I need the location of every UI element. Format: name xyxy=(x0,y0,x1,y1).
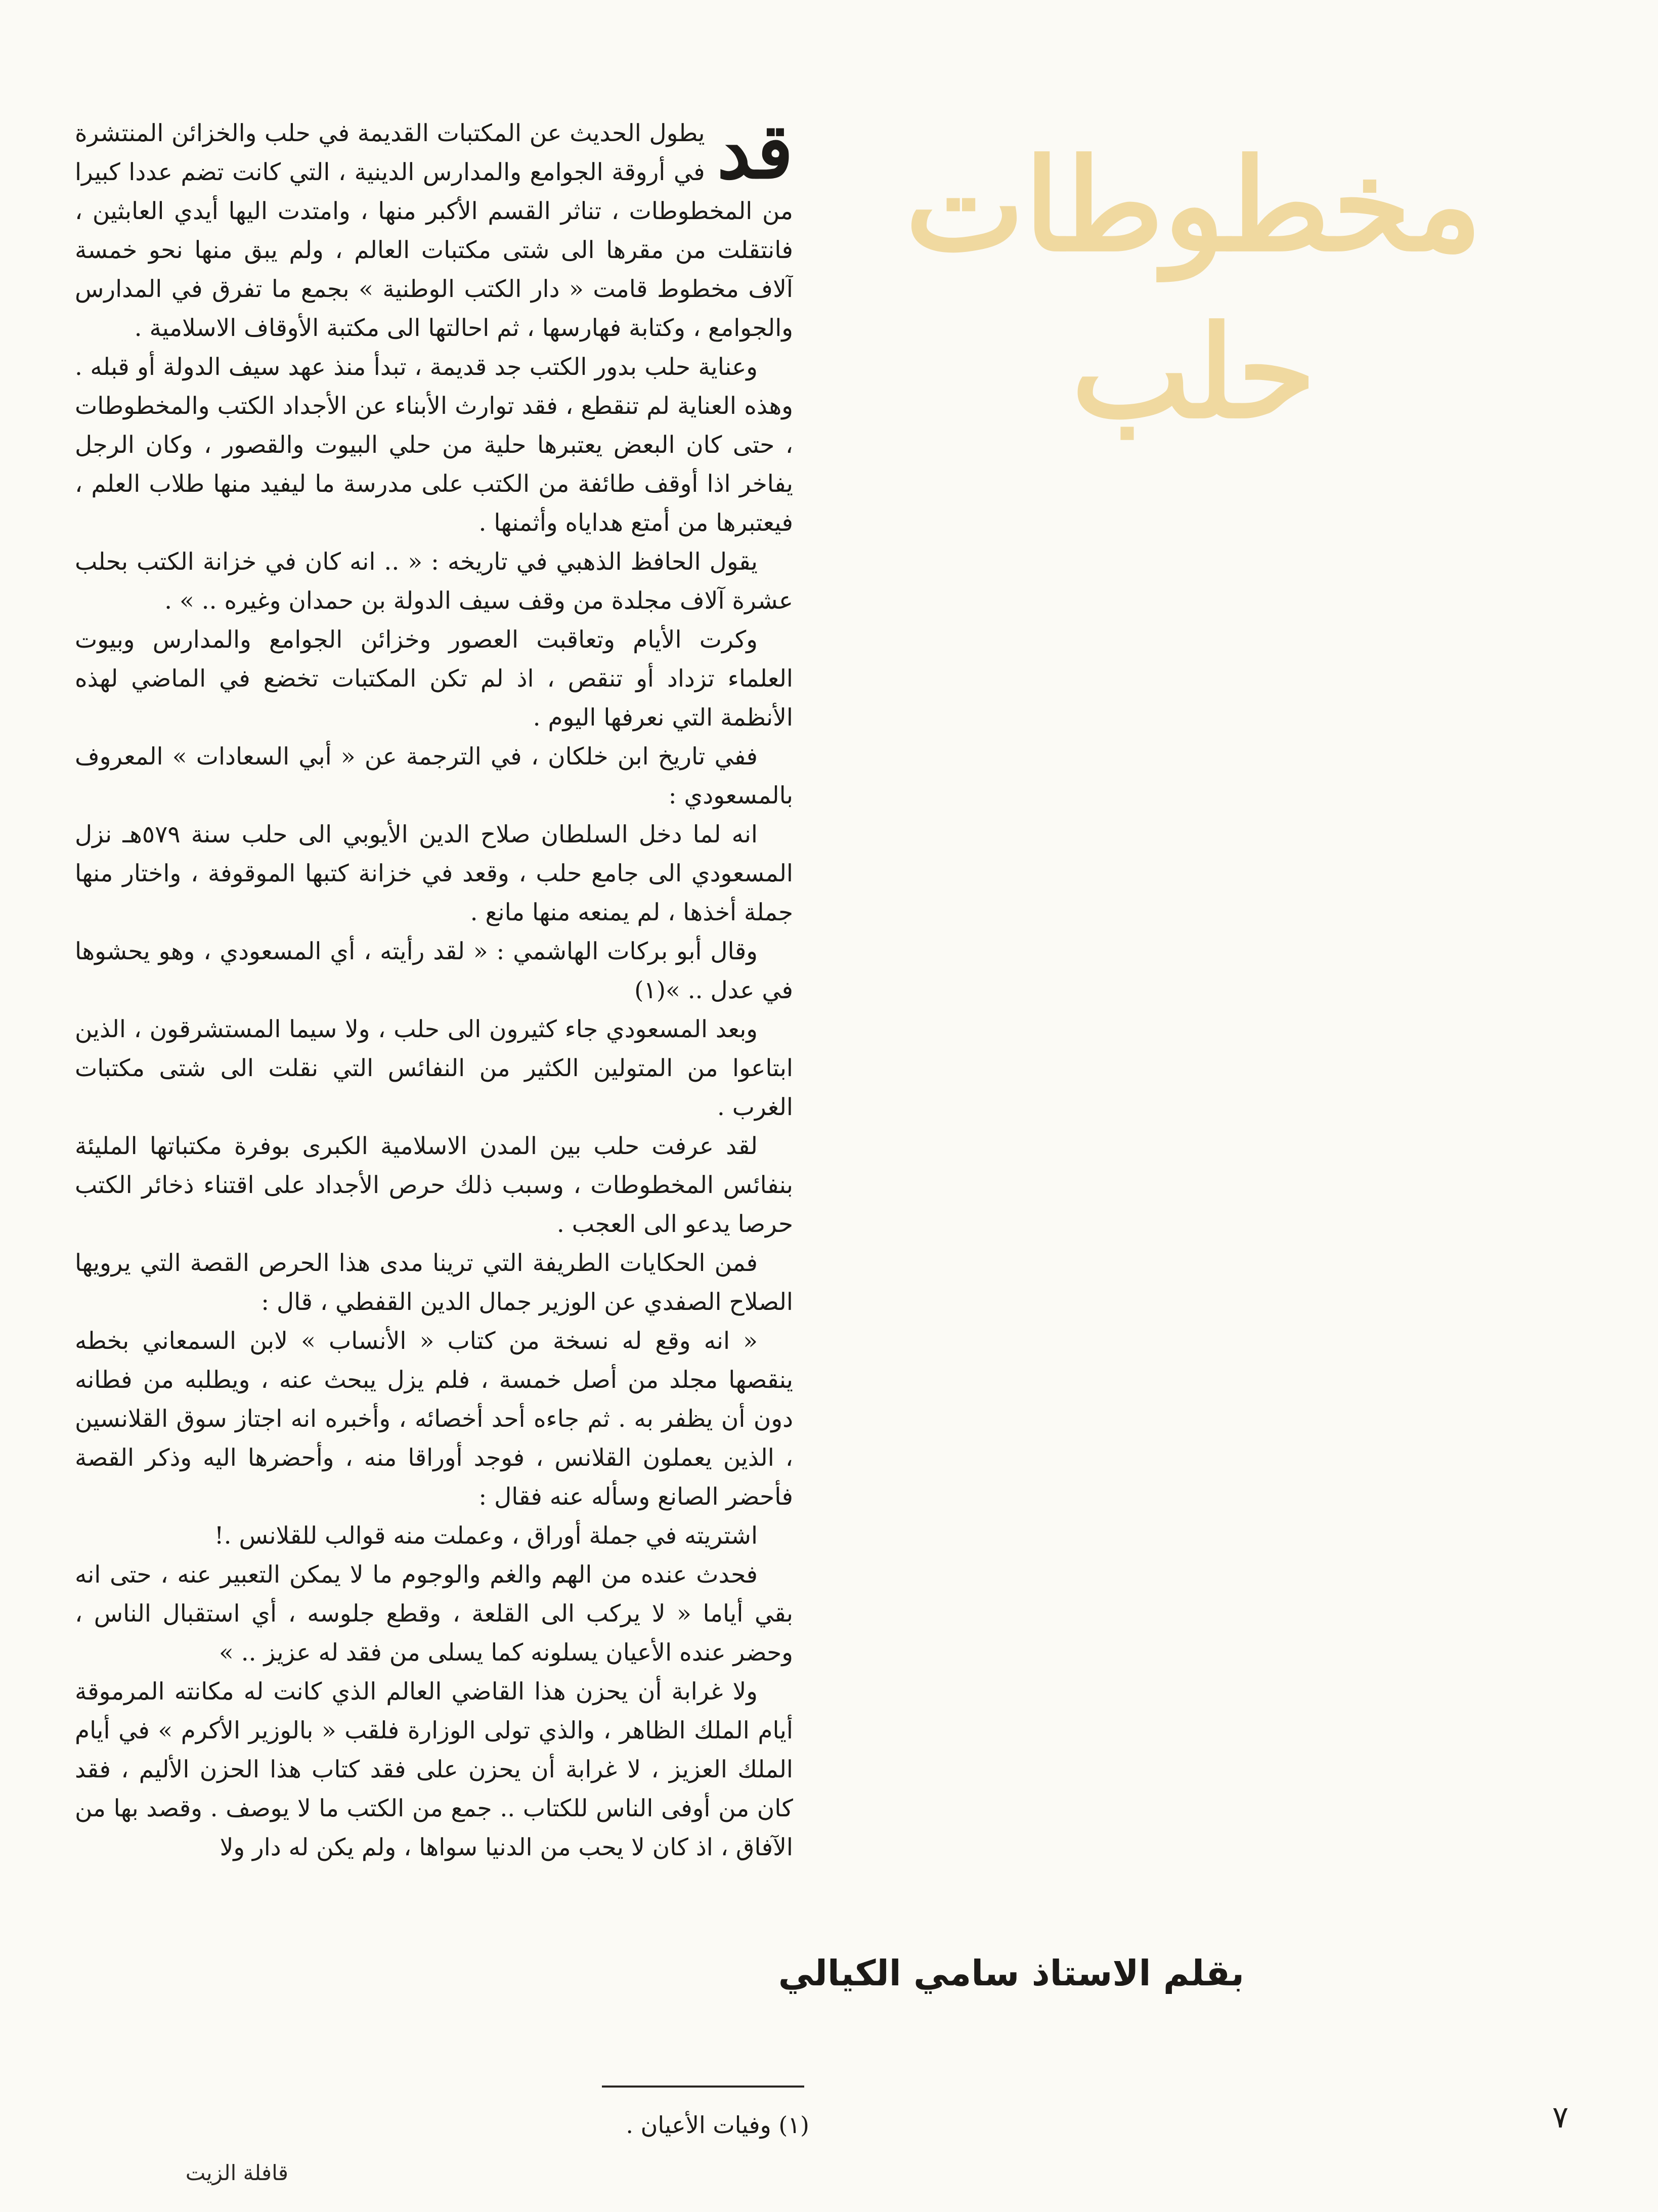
article-paragraph: فحدث عنده من الهم والغم والوجوم ما لا يمكن التعبير عنه ، حتى انه بقي أياما « لا يركب الى القلعة ، وقطع جلوسه ، أي استقبال الناس ، وحضر عنده الأعيان يسلونه كما يسلى من فقد له عزيز .. » xyxy=(75,1561,793,1667)
article-paragraph: فمن الحكايات الطريفة التي ترينا مدى هذا الحرص القصة التي يرويها الصلاح الصفدي عن الوزير جمال الدين القفطي ، قال : xyxy=(75,1249,793,1316)
footnote-divider xyxy=(602,2086,804,2088)
drop-cap: قد xyxy=(717,114,793,196)
magazine-name: قافلة الزيت xyxy=(185,2160,288,2185)
article-paragraph: وبعد المسعودي جاء كثيرون الى حلب ، ولا سيما المستشرقون ، الذين ابتاعوا من المتولين الكثير من النفائس التي نقلت الى شتى مكتبات الغرب . xyxy=(75,1015,793,1121)
article-paragraph: اشتريته في جملة أوراق ، وعملت منه قوالب للقلانس .! xyxy=(214,1522,758,1550)
article-paragraph: « انه وقع له نسخة من كتاب « الأنساب » لابن السمعاني بخطه ينقصها مجلد من أصل خمسة ، فلم يزل يبحث عنه ، ويطلبه من فطانه دون أن يظفر به . ثم جاءه أحد أخصائه ، وأخبره انه اجتاز سوق القلانسين ، الذين يعملون القلانس ، فوجد أوراقا منه ، وأحضرها اليه وذكر القصة فأحضر الصانع وسأله عنه فقال : xyxy=(75,1327,793,1511)
article-paragraph: يقول الحافظ الذهبي في تاريخه : « .. انه كان في خزانة الكتب بحلب عشرة آلاف مجلدة من وقف سيف الدولة بن حمدان وغيره .. » . xyxy=(75,548,793,615)
article-paragraph: ولا غرابة أن يحزن هذا القاضي العالم الذي كانت له مكانته المرموقة أيام الملك الظاهر ، والذي تولى الوزارة فلقب « بالوزير الأكرم » في أيام الملك العزيز ، لا غرابة أن يحزن على فقد كتاب هذا الحزن الأليم ، فقد كان من أوفى الناس للكتاب .. جمع من الكتب ما لا يوصف . وقصد بها من الآفاق ، اذ كان لا يحب من الدنيا سواها ، ولم يكن له دار ولا xyxy=(75,1678,793,1861)
decorative-title xyxy=(830,121,1558,506)
article-paragraph: وقال أبو بركات الهاشمي : « لقد رأيته ، أي المسعودي ، وهو يحشوها في عدل .. »(١) xyxy=(75,938,793,1004)
article-body xyxy=(75,114,793,2052)
title-word-manuscripts: مخطوطات xyxy=(905,131,1482,279)
article-paragraph xyxy=(75,114,793,348)
paragraph-text: يطول الحديث عن المكتبات القديمة في حلب والخزائن المنتشرة في أروقة الجوامع والمدارس الدينية ، التي كانت تضم عددا كبيرا من المخطوطات ، تناثر القسم الأكبر منها ، وامتدت اليها أيدي العابثين ، فانتقلت من مقرها الى شتى مكتبات العالم ، ولم يبق منها نحو خمسة آلاف مخطوط قامت « دار الكتب الوطنية » بجمع ما تفرق في المدارس والجوامع ، وكتابة فهارسها ، ثم احالتها الى مكتبة الأوقاف الاسلامية . xyxy=(75,119,793,342)
page-number: ٧ xyxy=(1552,2100,1569,2135)
author-byline: بقلم الاستاذ سامي الكيالي xyxy=(778,1952,1244,1994)
title-word-aleppo: حلب xyxy=(1071,297,1316,446)
article-paragraph: انه لما دخل السلطان صلاح الدين الأيوبي الى حلب سنة ٥٧٩هـ نزل المسعودي الى جامع حلب ، وقعد في خزانة كتبها الموقوفة ، واختار منها جملة أخذها ، لم يمنعه منها مانع . xyxy=(75,821,793,926)
article-paragraph: لقد عرفت حلب بين المدن الاسلامية الكبرى بوفرة مكتباتها المليئة بنفائس المخطوطات ، وسبب ذلك حرص الأجداد على اقتناء ذخائر الكتب حرصا يدعو الى العجب . xyxy=(75,1132,793,1238)
article-paragraph: وعناية حلب بدور الكتب جد قديمة ، تبدأ منذ عهد سيف الدولة أو قبله . وهذه العناية لم تنقطع ، فقد توارث الأبناء عن الأجداد الكتب والمخطوطات ، حتى كان البعض يعتبرها حلية من حلي البيوت والقصور ، وكان الرجل يفاخر اذا أوقف طائفة من الكتب على مدرسة ما ليفيد منها طلاب العلم ، فيعتبرها من أمتع هداياه وأثمنها . xyxy=(75,353,793,537)
article-paragraph: وكرت الأيام وتعاقبت العصور وخزائن الجوامع والمدارس وبيوت العلماء تزداد أو تنقص ، اذ لم تكن المكتبات تخضع في الماضي لهذه الأنظمة التي نعرفها اليوم . xyxy=(75,626,793,732)
footnote: (١) وفيات الأعيان . xyxy=(626,2111,809,2139)
article-paragraph: ففي تاريخ ابن خلكان ، في الترجمة عن « أبي السعادات » المعروف بالمسعودي : xyxy=(75,743,793,810)
